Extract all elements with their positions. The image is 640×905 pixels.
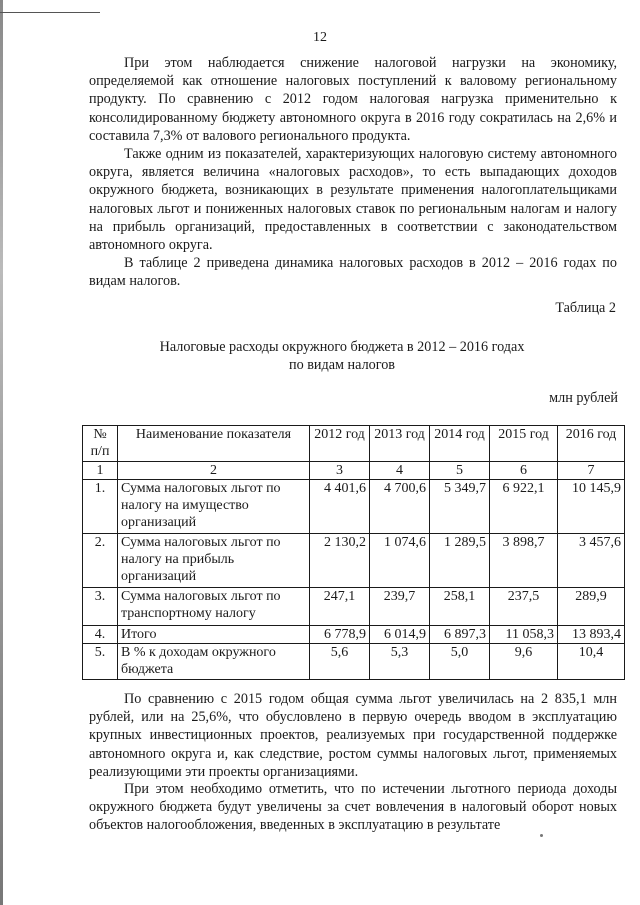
- table-row-total: [83, 626, 625, 644]
- table-title-line1: Налоговые расходы окружного бюджета в 2012 – 2016 годах: [159, 339, 525, 355]
- column-number: 3: [310, 462, 370, 480]
- table-row-percent: [83, 644, 625, 680]
- value-cell: 13 893,4: [558, 626, 625, 644]
- value-cell: 11 058,3: [490, 626, 558, 644]
- value-cell: 3 457,6: [558, 534, 625, 588]
- value-cell: 5,6: [310, 644, 370, 680]
- value-cell: 6 014,9: [370, 626, 430, 644]
- value-cell: 6 778,9: [310, 626, 370, 644]
- header-cell: 2012 год: [310, 426, 370, 462]
- value-cell: 1 074,6: [370, 534, 430, 588]
- paragraph-tax-burden: [89, 54, 617, 145]
- header-cell: 2016 год: [558, 426, 625, 462]
- table-units: млн рублей: [549, 390, 618, 406]
- value-cell: 5 349,7: [430, 480, 490, 534]
- paragraph-table-intro: [89, 254, 617, 290]
- row-name: Итого: [118, 626, 310, 644]
- row-number: 1.: [83, 480, 118, 534]
- table-title-line2: по видам налогов: [288, 357, 395, 373]
- scan-edge: [0, 0, 3, 905]
- row-number: 5.: [83, 644, 118, 680]
- value-cell: 6 897,3: [430, 626, 490, 644]
- column-number: 5: [430, 462, 490, 480]
- tax-expenditures-table: [82, 425, 625, 680]
- value-cell: 237,5: [490, 588, 558, 626]
- column-number: 1: [83, 462, 118, 480]
- row-number: 3.: [83, 588, 118, 626]
- page-number: 12: [313, 30, 327, 45]
- row-number: 2.: [83, 534, 118, 588]
- scan-mark: [0, 12, 100, 13]
- value-cell: 4 401,6: [310, 480, 370, 534]
- header-cell: 2015 год: [490, 426, 558, 462]
- row-number: 4.: [83, 626, 118, 644]
- value-cell: 258,1: [430, 588, 490, 626]
- column-number: 6: [490, 462, 558, 480]
- row-name: Сумма налоговых льгот по налогу на прибыль организаций: [118, 534, 310, 588]
- paragraph-note: [89, 780, 617, 835]
- value-cell: 10,4: [558, 644, 625, 680]
- table-row: [83, 588, 625, 626]
- table-header-row: [83, 426, 625, 462]
- row-name: В % к доходам окружного бюджета: [118, 644, 310, 680]
- header-cell: 2014 год: [430, 426, 490, 462]
- value-cell: 2 130,2: [310, 534, 370, 588]
- paragraph-text: В таблице 2 приведена динамика налоговых расходов в 2012 – 2016 годах по видам налогов.: [89, 255, 617, 290]
- value-cell: 4 700,6: [370, 480, 430, 534]
- table-label: Таблица 2: [555, 300, 616, 316]
- row-name: Сумма налоговых льгот по налогу на имущество организаций: [118, 480, 310, 534]
- row-name: Сумма налоговых льгот по транспортному налогу: [118, 588, 310, 626]
- paragraph-text: По сравнению с 2015 годом общая сумма льгот увеличилась на 2 835,1 млн рублей, или на 25,6%, что обусловлено в первую очередь вводом в эксплуатацию крупных инвестиционных проектов, реализуемых при государственной поддержке автономного округа и, как следствие, ростом суммы налоговых льгот, применяемых реализующими эти проекты организациями.: [89, 691, 617, 780]
- paragraph-tax-expenditures: [89, 145, 617, 254]
- header-cell: Наименование показателя: [118, 426, 310, 462]
- value-cell: 5,0: [430, 644, 490, 680]
- column-number-row: [83, 462, 625, 480]
- value-cell: 9,6: [490, 644, 558, 680]
- column-number: 4: [370, 462, 430, 480]
- paragraph-text: При этом необходимо отметить, что по истечении льготного периода доходы окружного бюджета будут увеличены за счет вовлечения в налоговый оборот новых объектов налогообложения, введенных в эксплуатацию в результате: [89, 781, 617, 834]
- column-number: 2: [118, 462, 310, 480]
- value-cell: 1 289,5: [430, 534, 490, 588]
- value-cell: 5,3: [370, 644, 430, 680]
- paragraph-text: Также одним из показателей, характеризующих налоговую систему автономного округа, является величина «налоговых расходов», то есть выпадающих доходов окружного бюджета, возникающих в результате применения налогоплательщиками налоговых льгот и пониженных налоговых ставок по региональным налогам и налогу на прибыль организаций, предоставленных в соответствии с законодательством автономного округа.: [89, 146, 617, 254]
- scan-speck: [540, 834, 543, 837]
- table-row: [83, 534, 625, 588]
- value-cell: 6 922,1: [490, 480, 558, 534]
- table-row: [83, 480, 625, 534]
- paragraph-text: При этом наблюдается снижение налоговой нагрузки на экономику, определяемой как отношение налоговых поступлений к валовому региональному продукту. По сравнению с 2012 годом налоговая нагрузка применительно к консолидированному бюджету автономного округа в 2016 году сократилась на 2,6% и составила 7,3% от валового регионального продукта.: [89, 55, 617, 144]
- header-cell: № п/п: [83, 426, 118, 462]
- value-cell: 10 145,9: [558, 480, 625, 534]
- column-number: 7: [558, 462, 625, 480]
- value-cell: 289,9: [558, 588, 625, 626]
- value-cell: 3 898,7: [490, 534, 558, 588]
- paragraph-comparison: [89, 690, 617, 781]
- value-cell: 247,1: [310, 588, 370, 626]
- value-cell: 239,7: [370, 588, 430, 626]
- header-cell: 2013 год: [370, 426, 430, 462]
